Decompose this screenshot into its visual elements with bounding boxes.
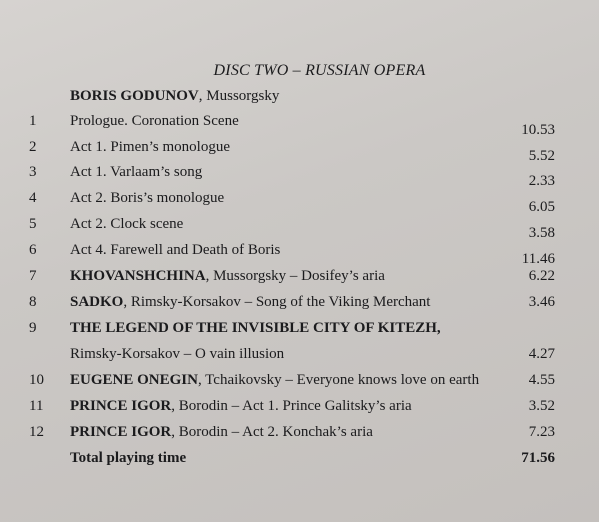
track-duration: 4.55 bbox=[528, 372, 555, 388]
section-work-title: BORIS GODUNOV bbox=[70, 88, 199, 104]
track-text: Act 1. Varlaam’s song bbox=[70, 164, 203, 180]
track-row bbox=[0, 320, 599, 342]
track-number: 12 bbox=[29, 424, 44, 440]
track-duration: 3.52 bbox=[528, 398, 555, 414]
track-number: 11 bbox=[29, 398, 44, 414]
track-duration: 6.05 bbox=[528, 199, 555, 215]
track-description bbox=[70, 139, 230, 156]
track-number: 2 bbox=[29, 139, 37, 155]
track-text: , Rimsky-Korsakov – Song of the Viking Merchant bbox=[123, 294, 431, 310]
track-text: , Tchaikovsky – Everyone knows love on earth bbox=[197, 372, 480, 388]
track-text: Act 1. Pimen’s monologue bbox=[70, 139, 230, 155]
track-row bbox=[0, 372, 599, 394]
track-duration: 7.23 bbox=[528, 424, 555, 440]
track-duration: 11.46 bbox=[521, 251, 555, 267]
track-description bbox=[70, 190, 224, 207]
total-row bbox=[0, 450, 599, 472]
track-number: 4 bbox=[29, 190, 37, 206]
track-row bbox=[0, 424, 599, 446]
track-duration: 2.33 bbox=[528, 173, 555, 189]
track-description bbox=[70, 113, 239, 130]
track-description bbox=[70, 346, 284, 363]
track-work-title: THE LEGEND OF THE INVISIBLE CITY OF KITEZH, bbox=[70, 320, 441, 336]
track-work-title: PRINCE IGOR bbox=[70, 424, 172, 440]
track-description bbox=[70, 242, 280, 259]
track-row bbox=[0, 268, 599, 290]
track-number: 9 bbox=[29, 320, 37, 336]
track-duration: 5.52 bbox=[528, 148, 555, 164]
track-number: 6 bbox=[29, 242, 37, 258]
track-duration: 4.27 bbox=[528, 346, 555, 362]
track-text: Prologue. Coronation Scene bbox=[70, 113, 239, 129]
track-work-title: KHOVANSHCHINA bbox=[70, 268, 206, 284]
track-duration: 6.22 bbox=[528, 268, 555, 284]
track-description bbox=[70, 424, 373, 441]
track-row bbox=[0, 294, 599, 316]
track-duration: 3.46 bbox=[528, 294, 555, 310]
track-text: , Borodin – Act 2. Konchak’s aria bbox=[171, 424, 373, 440]
track-work-title: PRINCE IGOR bbox=[70, 398, 172, 414]
track-description bbox=[70, 398, 412, 415]
track-number: 7 bbox=[29, 268, 37, 284]
track-number: 1 bbox=[29, 113, 37, 129]
track-description bbox=[70, 164, 202, 181]
track-row bbox=[0, 346, 599, 368]
track-number: 5 bbox=[29, 216, 37, 232]
section-composer: , Mussorgsky bbox=[198, 88, 280, 104]
track-row bbox=[0, 164, 599, 189]
track-text: Act 2. Clock scene bbox=[70, 216, 184, 232]
total-time: 71.56 bbox=[521, 450, 555, 466]
track-description bbox=[70, 320, 441, 337]
track-work-title: EUGENE ONEGIN bbox=[70, 372, 198, 388]
track-work-title: SADKO bbox=[70, 294, 124, 310]
section-heading bbox=[70, 88, 279, 105]
track-row bbox=[0, 216, 599, 241]
track-duration: 10.53 bbox=[521, 122, 555, 138]
track-text: , Mussorgsky – Dosifey’s aria bbox=[205, 268, 385, 284]
track-duration: 3.58 bbox=[528, 225, 555, 241]
track-description bbox=[70, 372, 479, 389]
track-row bbox=[0, 398, 599, 420]
disc-title: DISC TWO – RUSSIAN OPERA bbox=[213, 62, 426, 79]
track-description bbox=[70, 268, 385, 285]
track-text: , Borodin – Act 1. Prince Galitsky’s aria bbox=[171, 398, 412, 414]
track-row bbox=[0, 190, 599, 215]
track-row bbox=[0, 113, 599, 138]
track-description bbox=[70, 216, 183, 233]
track-row bbox=[0, 139, 599, 164]
track-number: 3 bbox=[29, 164, 37, 180]
total-label: Total playing time bbox=[70, 450, 187, 466]
track-text: Rimsky-Korsakov – O vain illusion bbox=[70, 346, 285, 362]
track-description bbox=[70, 294, 430, 311]
track-number: 10 bbox=[29, 372, 44, 388]
track-text: Act 4. Farewell and Death of Boris bbox=[70, 242, 281, 258]
track-row bbox=[0, 242, 599, 267]
track-text: Act 2. Boris’s monologue bbox=[70, 190, 225, 206]
track-number: 8 bbox=[29, 294, 37, 310]
